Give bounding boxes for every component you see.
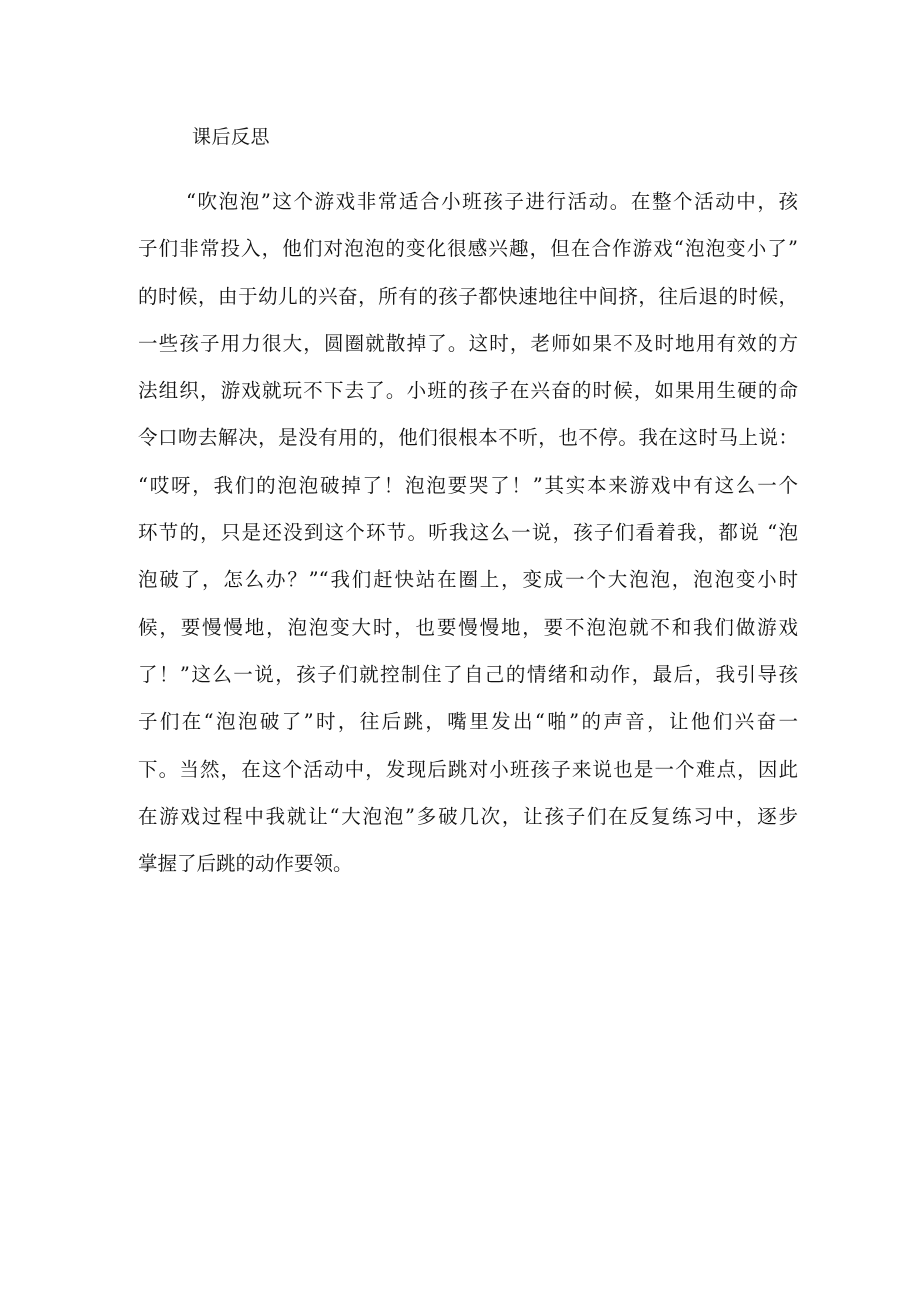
paragraph-line: 子们非常投入，他们对泡泡的变化很感兴趣，但在合作游戏“泡泡变小了” [138,237,798,261]
paragraph-line: 了！”这么一说，孩子们就控制住了自己的情绪和动作，最后，我引导孩 [138,662,798,686]
paragraph-line: 在游戏过程中我就让“大泡泡”多破几次，让孩子们在反复练习中，逐步 [138,804,798,828]
paragraph-line: “吹泡泡”这个游戏非常适合小班孩子进行活动。在整个活动中，孩 [186,190,798,213]
paragraph-line: 的时候，由于幼儿的兴奋，所有的孩子都快速地往中间挤，往后退的时候， [138,284,798,308]
paragraph-line: 候，要慢慢地，泡泡变大时，也要慢慢地，要不泡泡就不和我们做游戏 [138,615,798,639]
paragraph-line: 泡破了，怎么办？”“我们赶快站在圈上，变成一个大泡泡，泡泡变小时 [138,568,798,592]
paragraph-line: 令口吻去解决，是没有用的，他们很根本不听，也不停。我在这时马上说： [138,426,798,450]
paragraph-line: 子们在“泡泡破了”时，往后跳，嘴里发出“啪”的声音，让他们兴奋一 [138,710,798,734]
paragraph-line: 一些孩子用力很大，圆圈就散掉了。这时，老师如果不及时地用有效的方 [138,331,798,355]
section-heading: 课后反思 [192,126,271,148]
paragraph-line: 法组织，游戏就玩不下去了。小班的孩子在兴奋的时候，如果用生硬的命 [138,379,798,403]
paragraph-line: “哎呀，我们的泡泡破掉了！泡泡要哭了！”其实本来游戏中有这么一个 [138,473,798,497]
reflection-paragraph [138,186,798,895]
paragraph-line: 下。当然，在这个活动中，发现后跳对小班孩子来说也是一个难点，因此 [138,757,798,781]
paragraph-line: 环节的，只是还没到这个环节。听我这么一说，孩子们看着我，都说 “泡 [138,521,798,545]
paragraph-line: 掌握了后跳的动作要领。 [138,852,353,876]
